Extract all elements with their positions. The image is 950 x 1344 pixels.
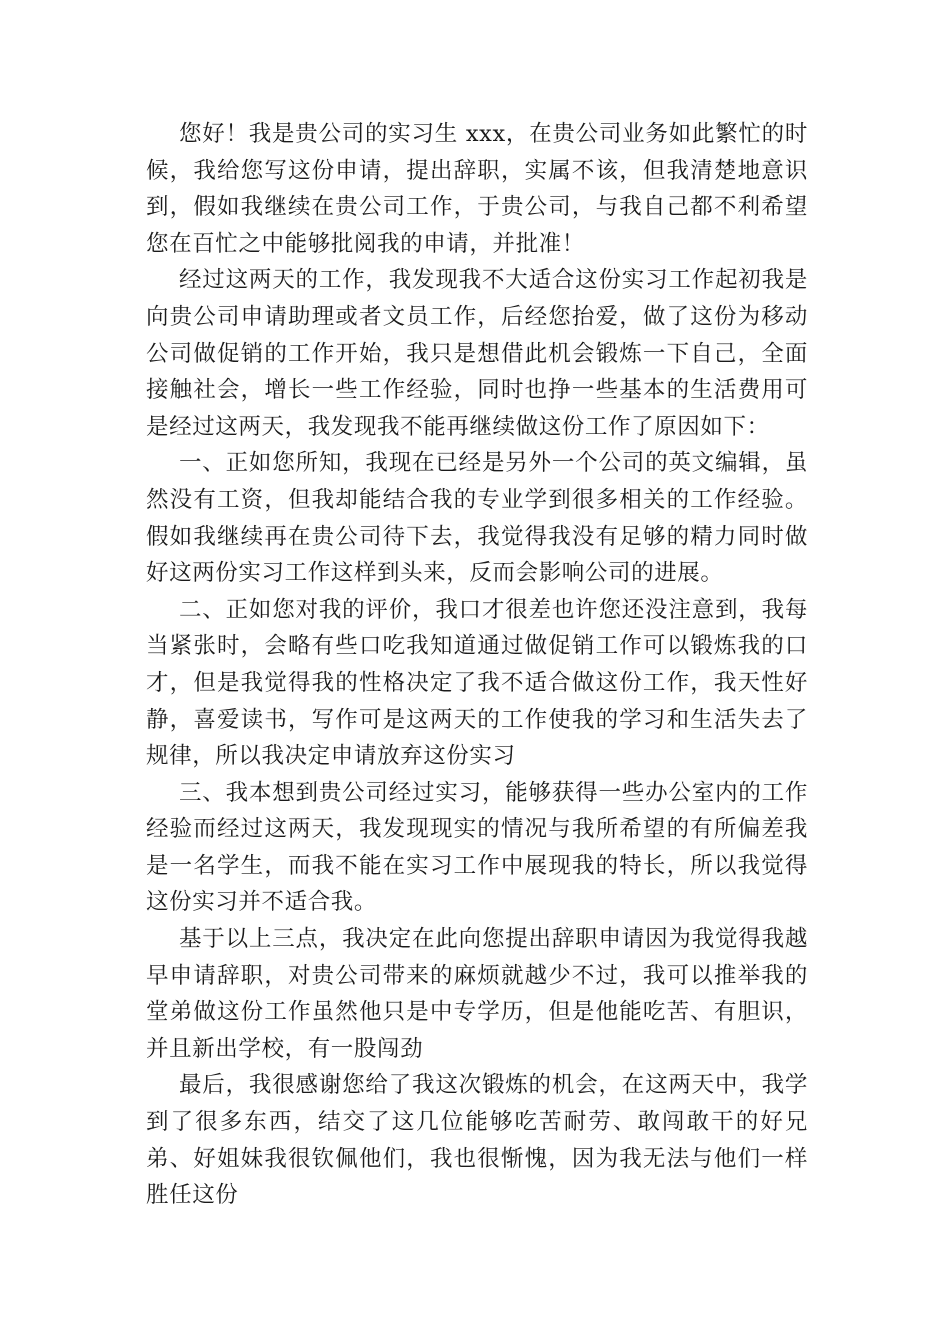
paragraph-greeting: 您好！我是贵公司的实习生 xxx，在贵公司业务如此繁忙的时候，我给您写这份申请，提出辞职，实属不该，但我清楚地意识到，假如我继续在贵公司工作，于贵公司，与我自己都不利希望您在百忙之中能够批阅我的申请，并批准！ bbox=[146, 121, 808, 257]
paragraph-closing: 最后，我很感谢您给了我这次锻炼的机会，在这两天中，我学到了很多东西，结交了这几位能够吃苦耐劳、敢闯敢干的好兄弟、好姐妹我很钦佩他们，我也很惭愧，因为我无法与他们一样胜任这份 bbox=[146, 1072, 808, 1209]
paragraph-reason-two: 二、正如您对我的评价，我口才很差也许您还没注意到，我每当紧张时，会略有些口吃我知道通过做促销工作可以锻炼我的口才，但是我觉得我的性格决定了我不适合做这份工作，我天性好静，喜爱读书，写作可是这两天的工作使我的学习和生活失去了规律，所以我决定申请放弃这份实习 bbox=[146, 596, 808, 770]
paragraph-decision: 基于以上三点，我决定在此向您提出辞职申请因为我觉得我越早申请辞职，对贵公司带来的麻烦就越少不过，我可以推举我的堂弟做这份工作虽然他只是中专学历，但是他能吃苦、有胆识，并且新出学校，有一股闯劲 bbox=[146, 926, 808, 1062]
paragraph-reason-one: 一、正如您所知，我现在已经是另外一个公司的英文编辑，虽然没有工资，但我却能结合我的专业学到很多相关的工作经验。假如我继续再在贵公司待下去，我觉得我没有足够的精力同时做好这两份实习工作这样到头来，反而会影响公司的进展。 bbox=[146, 450, 808, 587]
paragraph-background: 经过这两天的工作，我发现我不大适合这份实习工作起初我是向贵公司申请助理或者文员工作，后经您抬爱，做了这份为移动公司做促销的工作开始，我只是想借此机会锻炼一下自己，全面接触社会，增长一些工作经验，同时也挣一些基本的生活费用可是经过这两天，我发现我不能再继续做这份工作了原因如下： bbox=[146, 267, 808, 440]
document-body bbox=[146, 116, 808, 1214]
paragraph-reason-three: 三、我本想到贵公司经过实习，能够获得一些办公室内的工作经验而经过这两天，我发现现实的情况与我所希望的有所偏差我是一名学生，而我不能在实习工作中展现我的特长，所以我觉得这份实习并不适合我。 bbox=[146, 779, 808, 916]
